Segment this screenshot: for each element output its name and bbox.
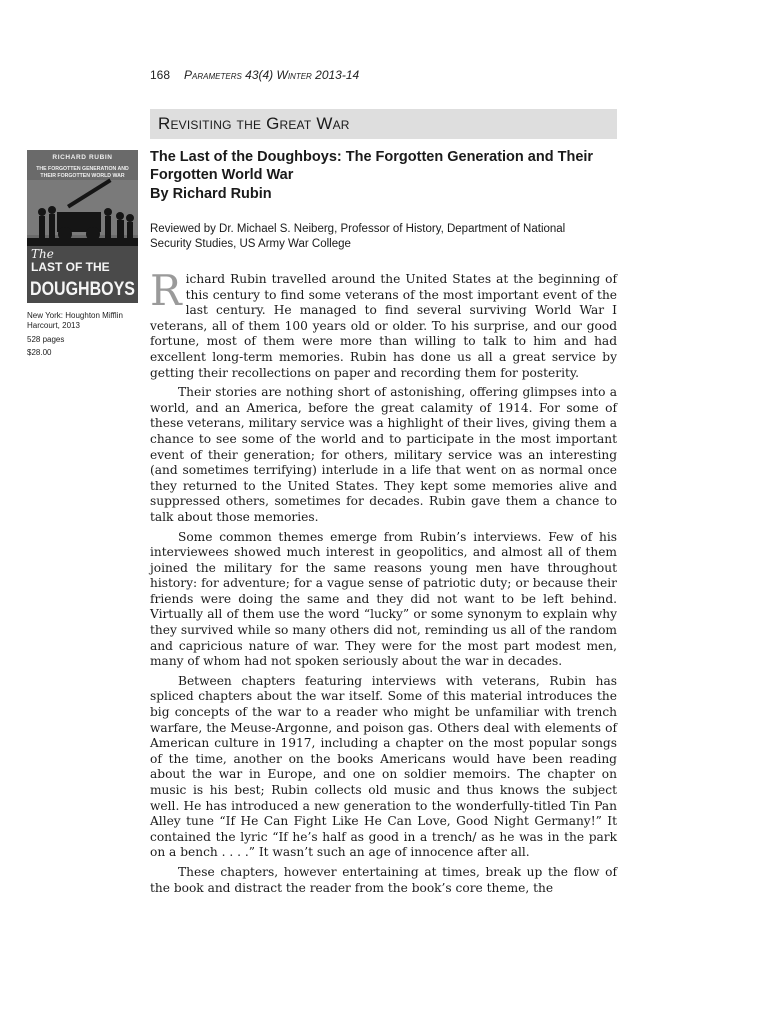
cover-author: RICHARD RUBIN [52, 154, 113, 161]
paragraph: These chapters, however entertaining at times, break up the flow of the book and distract the reader from the book’s core theme, the [150, 864, 617, 895]
journal-citation: Parameters 43(4) Winter 2013-14 [184, 68, 360, 82]
cover-subtitle-line-1: THE FORGOTTEN GENERATION AND [36, 166, 129, 172]
cover-title-line-1: LAST OF THE [31, 260, 110, 274]
running-header [150, 68, 359, 82]
reviewer-credit: Reviewed by Dr. Michael S. Neiberg, Professor of History, Department of National Security Studies, US Army War College [150, 223, 566, 250]
cover-title-the: The [31, 247, 54, 261]
paragraph: Richard Rubin travelled around the United States at the beginning of this century to find some veterans of the most important event of the last century. He managed to find several surviving World War I veterans, all of them 100 years old or older. To his surprise, and our good fortune, most of them were more than willing to talk to him and had excellent long-term memories. Rubin has done us all a great service by getting their recollections on paper and recording them for posterity. [150, 266, 617, 380]
book-title: The Last of the Doughboys: The Forgotten Generation and Their Forgotten World War [150, 149, 594, 183]
book-details [27, 311, 139, 361]
drop-cap: R [150, 266, 182, 315]
publisher: New York: Houghton Mifflin Harcourt, 2013 [27, 311, 123, 330]
section-heading: Revisiting the Great War [150, 109, 617, 139]
book-author: By Richard Rubin [150, 186, 272, 202]
price: $28.00 [27, 348, 52, 357]
paragraph: Their stories are nothing short of astonishing, offering glimpses into a world, and an America, before the great calamity of 1914. For some of these veterans, military service was a highlight of their lives, giving them a chance to see some of the world and to participate in the most important event of their generation; for others, military service was an interesting (and sometimes terrifying) interlude in a life that went on as normal once they returned to the United States. They kept some memories alive and suppressed others, sometimes for decades. Rubin gave them a chance to talk about those memories. [150, 385, 617, 524]
cover-subtitle-line-2: THEIR FORGOTTEN WORLD WAR [40, 173, 125, 179]
review-body [150, 266, 617, 900]
paragraph: Between chapters featuring interviews with veterans, Rubin has spliced chapters about the war itself. Some of this material introduces the big concepts of the war to a reader who might be unfamiliar with trench warfare, the Meuse-Argonne, and poison gas. Others deal with elements of American culture in 1917, including a chapter on the most popular songs of the time, another on the books Americans would have been reading about the war in Europe, and one on soldier memoirs. The chapter on music is his best; Rubin collects old music and thus knows the subject well. He has introduced a new generation to the wonderfully-titled Tin Pan Alley tune “If He Can Fight Like He Can Love, Good Night Germany!” It contained the lyric “If he’s half as good in a trench/ as he was in the park on a bench . . . .” It wasn’t such an age of innocence after all. [150, 673, 617, 860]
cover-title-line-2: DOUGHBOYS [30, 278, 135, 300]
book-cover [27, 150, 138, 303]
page-count: 528 pages [27, 335, 65, 344]
paragraph: Some common themes emerge from Rubin’s interviews. Few of his interviewees showed much interest in geopolitics, and almost all of them joined the military for the same reasons young men have throughout history: for adventure; for a vague sense of patriotic duty; or because their friends were doing the same and they did not want to be left behind. Virtually all of them use the word “lucky” or some synonym to explain why they survived while so many others did not, reminding us all of the random and capricious nature of war. They were for the most part modest men, many of whom had not spoken seriously about the war in decades. [150, 529, 617, 669]
page-number: 168 [150, 68, 171, 82]
